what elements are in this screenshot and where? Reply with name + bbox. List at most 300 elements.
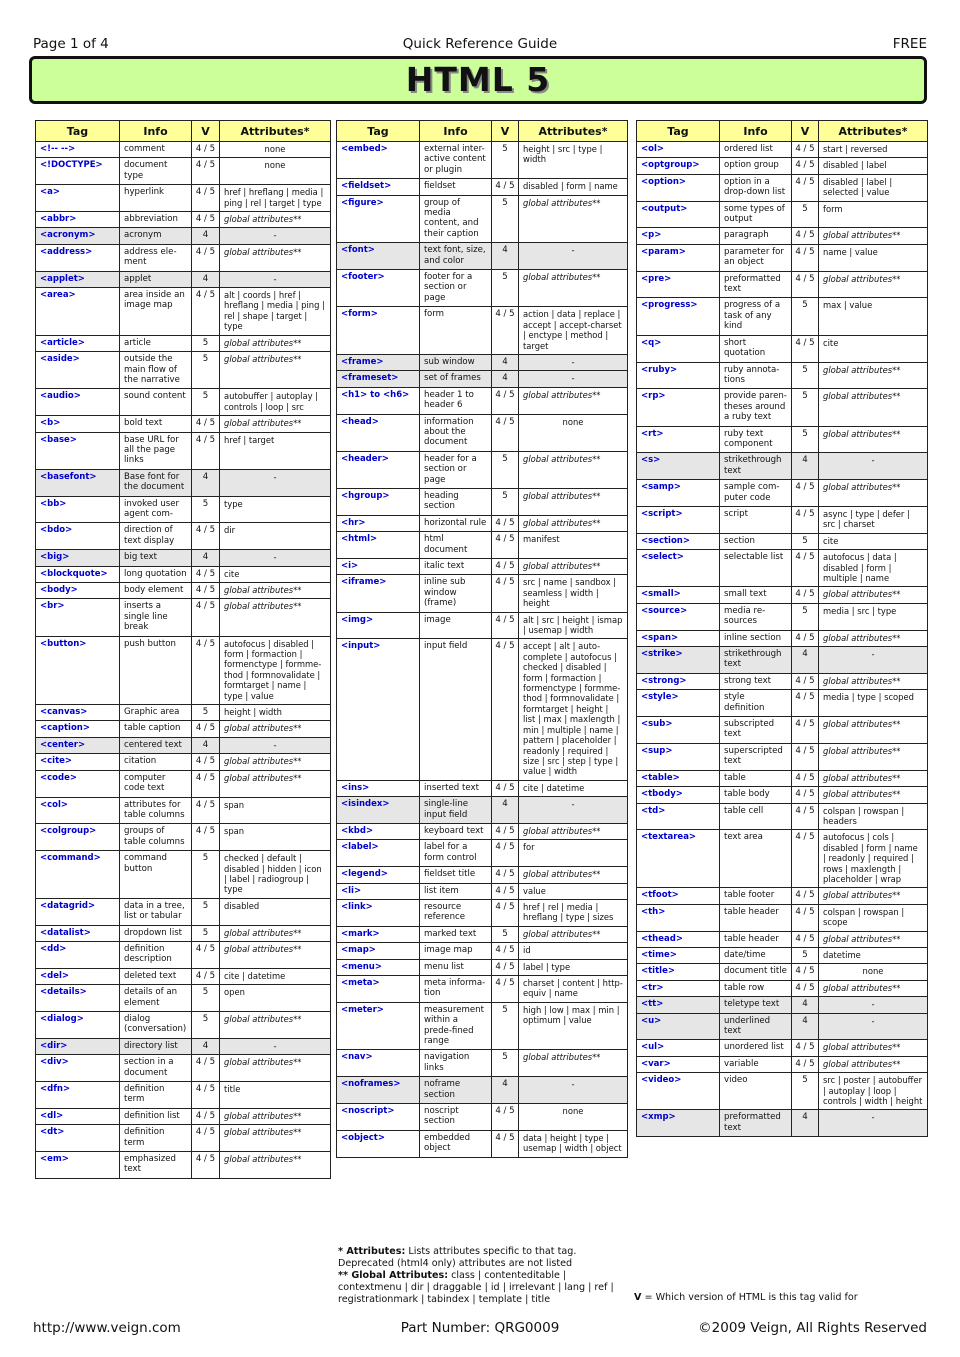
info-cell: embedded object [420,1130,492,1157]
info-cell: sub window [420,354,492,370]
tag-cell: <q> [637,335,720,362]
info-cell: ruby annota-tions [720,362,792,389]
attributes-note-label: * Attributes: [338,1246,406,1257]
info-cell: teletype text [720,997,792,1013]
table-row [337,371,628,387]
table-row [36,898,331,925]
info-cell: image map [420,943,492,959]
tag-cell: <blockquote> [36,566,120,582]
table-row [637,1073,928,1110]
table-row [637,673,928,689]
info-cell: header 1 to header 6 [420,387,492,414]
version-cell: 4 / 5 [792,673,819,689]
attributes-cell: global attributes** [819,587,928,603]
attributes-cell: dir [220,523,331,550]
attributes-cell: for [519,840,628,867]
info-cell: invoked user agent com- [120,496,192,523]
attributes-cell: - [220,1038,331,1054]
table-row [36,469,331,496]
tag-cell: <thead> [637,931,720,947]
info-cell: input field [420,639,492,780]
version-cell: 5 [492,1002,519,1050]
table-row [637,997,928,1013]
table-row [637,647,928,674]
attributes-cell: - [519,243,628,270]
tag-cell: <li> [337,883,420,899]
attributes-cell: global attributes** [220,721,331,737]
attributes-cell: global attributes** [819,426,928,453]
attributes-cell: autofocus | disabled | form | formaction | formenctype | formme-thod | formnovalidate | formtarget | name | type | value [220,636,331,704]
tag-cell: <strike> [637,647,720,674]
tag-cell: <header> [337,451,420,488]
table-row [637,506,928,533]
info-cell: superscripted text [720,743,792,770]
info-cell: provide paren-theses around a ruby text [720,389,792,426]
version-cell: 5 [492,451,519,488]
version-cell: 4 [792,1110,819,1137]
version-cell: 4 / 5 [792,1040,819,1056]
attributes-cell: global attributes** [819,1056,928,1072]
version-cell: 4 / 5 [792,931,819,947]
info-cell: bold text [120,416,192,432]
attributes-cell: disabled | form | name [519,179,628,195]
table-row [36,550,331,566]
attributes-note-text: Lists attributes specific to that tag. Deprecated (html4 only) attributes are not listed [338,1246,577,1269]
table-row [36,1152,331,1179]
attributes-cell: form [819,201,928,228]
page-number: Page 1 of 4 [33,36,109,52]
info-cell: section [720,533,792,549]
info-cell: meta informa-tion [420,976,492,1003]
tag-cell: <command> [36,851,120,899]
info-cell: table body [720,787,792,803]
version-cell: 4 / 5 [192,158,220,185]
table-row [637,453,928,480]
table-row [637,174,928,201]
info-cell: dropdown list [120,925,192,941]
attributes-cell: colspan | rowspan | headers [819,803,928,830]
tag-cell: <td> [637,803,720,830]
table-row [36,212,331,228]
table-row [337,797,628,824]
table-row [36,1108,331,1124]
table-row [36,244,331,271]
tag-cell: <noscript> [337,1104,420,1131]
info-cell: sample com-puter code [720,480,792,507]
table-row [337,179,628,195]
table-row [36,1055,331,1082]
attributes-cell: alt | src | height | ismap | usemap | width [519,612,628,639]
version-cell: 4 [192,1038,220,1054]
tag-cell: <acronym> [36,228,120,244]
version-cell: 5 [192,335,220,351]
attributes-cell: - [519,371,628,387]
version-cell: 4 [492,797,519,824]
version-cell: 5 [492,926,519,942]
version-cell: 4 / 5 [792,335,819,362]
info-cell: definition term [120,1082,192,1109]
info-cell: comment [120,142,192,158]
attributes-cell: autobuffer | autoplay | controls | loop | src [220,389,331,416]
info-cell: sound content [120,389,192,416]
table-row [36,824,331,851]
info-cell: unordered list [720,1040,792,1056]
attributes-cell: global attributes** [220,1055,331,1082]
tag-cell: <sub> [637,717,720,744]
tag-cell: <kbd> [337,823,420,839]
info-cell: text font, size, and color [420,243,492,270]
attributes-cell: async | type | defer | src | charset [819,506,928,533]
attributes-cell: high | low | max | min | optimum | value [519,1002,628,1050]
info-cell: details of an element [120,985,192,1012]
info-cell: document title [720,964,792,980]
info-cell: Base font for the document [120,469,192,496]
info-cell: citation [120,754,192,770]
tag-cell: <p> [637,228,720,244]
attributes-cell: span [220,797,331,824]
table-row [337,559,628,575]
info-cell: parameter for an object [720,244,792,271]
table-row [637,228,928,244]
tag-cell: <style> [637,690,720,717]
version-cell: 4 / 5 [492,899,519,926]
table-row [36,1082,331,1109]
version-cell: 4 / 5 [192,142,220,158]
info-cell: media re-sources [720,603,792,630]
attributes-cell: media | type | scoped [819,690,928,717]
info-cell: html document [420,532,492,559]
info-cell: video [720,1073,792,1110]
info-cell: small text [720,587,792,603]
info-cell: date/time [720,947,792,963]
table-row [36,228,331,244]
tag-cell: <body> [36,583,120,599]
version-cell: 4 [192,469,220,496]
version-cell: 5 [192,1012,220,1039]
attributes-cell: cite [220,566,331,582]
tag-cell: <mark> [337,926,420,942]
table-row [637,533,928,549]
tag-cell: <tfoot> [637,888,720,904]
tag-cell: <font> [337,243,420,270]
table-row [337,1002,628,1050]
info-cell: resource reference [420,899,492,926]
tag-cell: <button> [36,636,120,704]
attributes-cell: global attributes** [519,559,628,575]
info-cell: fieldset [420,179,492,195]
info-cell: definition list [120,1108,192,1124]
tag-cell: <rp> [637,389,720,426]
tag-cell: <caption> [36,721,120,737]
attributes-cell: global attributes** [819,717,928,744]
version-cell: 4 / 5 [792,506,819,533]
version-cell: 4 / 5 [192,1125,220,1152]
tag-table-1 [35,120,331,1179]
table-row [337,840,628,867]
info-cell: measurement within a prede-fined range [420,1002,492,1050]
info-cell: short quotation [720,335,792,362]
tag-cell: <textarea> [637,830,720,888]
tag-cell: <hgroup> [337,488,420,515]
version-cell: 4 / 5 [192,721,220,737]
info-cell: strong text [720,673,792,689]
tag-cell: <script> [637,506,720,533]
version-cell: 4 / 5 [792,743,819,770]
tag-cell: <option> [637,174,720,201]
version-cell: 4 / 5 [792,888,819,904]
info-cell: computer code text [120,770,192,797]
attributes-note [338,1246,628,1270]
version-cell: 4 / 5 [792,480,819,507]
version-note-text: = Which version of HTML is this tag valid for [641,1292,858,1303]
version-cell: 4 / 5 [192,968,220,984]
info-cell: abbreviation [120,212,192,228]
table-row [36,523,331,550]
version-note-label: V [634,1292,642,1303]
info-cell: table header [720,931,792,947]
info-cell: option in a drop-down list [720,174,792,201]
table-row [637,603,928,630]
info-cell: definition description [120,941,192,968]
footer-part-number: Part Number: QRG0009 [400,1320,560,1336]
table-row [36,737,331,753]
version-cell: 4 / 5 [192,1108,220,1124]
table-row [637,630,928,646]
attributes-cell: autofocus | data | disabled | form | multiple | name [819,550,928,587]
tag-cell: <code> [36,770,120,797]
attributes-cell: global attributes** [519,488,628,515]
tag-cell: <form> [337,307,420,355]
attributes-cell: - [220,737,331,753]
info-cell: table [720,770,792,786]
attributes-cell: global attributes** [220,1125,331,1152]
version-cell: 5 [192,898,220,925]
info-cell: heading section [420,488,492,515]
version-cell: 4 / 5 [192,824,220,851]
table-row [637,690,928,717]
info-cell: variable [720,1056,792,1072]
table-row [337,867,628,883]
table-row [337,883,628,899]
table-row [337,926,628,942]
table-row [36,389,331,416]
attribute-notes [338,1246,628,1306]
info-cell: preformatted text [720,1110,792,1137]
attributes-cell: open [220,985,331,1012]
footer-url[interactable]: http://www.veign.com [33,1320,181,1336]
header-tag: Tag [36,121,120,142]
attributes-cell: span [220,824,331,851]
version-cell: 4 / 5 [192,566,220,582]
attributes-cell: global attributes** [819,888,928,904]
table-header-row [637,121,928,142]
attributes-cell: - [519,354,628,370]
version-cell: 4 / 5 [192,212,220,228]
header-info: Info [120,121,192,142]
info-cell: image [420,612,492,639]
info-cell: keyboard text [420,823,492,839]
table-row [337,780,628,796]
version-cell: 4 / 5 [792,803,819,830]
tag-cell: <nav> [337,1050,420,1077]
attributes-cell: cite | datetime [519,780,628,796]
version-cell: 4 [192,737,220,753]
table-row [637,743,928,770]
attributes-cell: global attributes** [220,416,331,432]
attributes-cell: global attributes** [220,335,331,351]
attributes-cell: href | hreflang | media | ping | rel | target | type [220,185,331,212]
table-row [637,830,928,888]
version-cell: 4 [792,647,819,674]
attributes-cell: type [220,496,331,523]
version-cell: 4 / 5 [492,515,519,531]
table-header-row [337,121,628,142]
version-cell: 5 [492,142,519,179]
info-cell: base URL for all the page links [120,432,192,469]
tag-cell: <tt> [637,997,720,1013]
version-cell: 5 [792,1073,819,1110]
tag-cell: <figure> [337,195,420,243]
tag-cell: <basefont> [36,469,120,496]
table-row [637,904,928,931]
attributes-cell: disabled | label | selected | value [819,174,928,201]
tag-cell: <isindex> [337,797,420,824]
tag-cell: <time> [637,947,720,963]
info-cell: progress of a task of any kind [720,298,792,335]
version-cell: 4 / 5 [492,387,519,414]
attributes-cell: cite | datetime [220,968,331,984]
version-cell: 4 / 5 [492,943,519,959]
tag-cell: <output> [637,201,720,228]
attributes-cell: global attributes** [519,195,628,243]
version-cell: 4 / 5 [792,717,819,744]
tag-cell: <col> [36,797,120,824]
version-cell: 4 [192,228,220,244]
tag-cell: <param> [637,244,720,271]
version-cell: 5 [192,851,220,899]
version-cell: 5 [192,496,220,523]
attributes-cell: label | type [519,959,628,975]
tag-cell: <strong> [637,673,720,689]
table-row [637,964,928,980]
table-row [637,362,928,389]
version-cell: 5 [792,426,819,453]
attributes-cell: global attributes** [220,212,331,228]
table-row [637,888,928,904]
table-row [637,1040,928,1056]
tag-cell: <pre> [637,271,720,298]
attributes-cell: global attributes** [819,480,928,507]
attributes-cell: global attributes** [220,754,331,770]
version-cell: 4 / 5 [792,587,819,603]
tag-cell: <video> [637,1073,720,1110]
version-cell: 4 / 5 [492,639,519,780]
version-cell: 4 / 5 [792,904,819,931]
version-cell: 4 [792,1013,819,1040]
info-cell: information about the document [420,414,492,451]
tag-cell: <link> [337,899,420,926]
info-cell: form [420,307,492,355]
table-row [337,451,628,488]
version-cell: 4 / 5 [492,575,519,612]
version-cell: 4 / 5 [492,559,519,575]
info-cell: strikethrough text [720,453,792,480]
attributes-cell: alt | coords | href | hreflang | media | ping | rel | shape | target | type [220,288,331,336]
info-cell: option group [720,158,792,174]
version-cell: 4 [792,453,819,480]
attributes-cell: - [819,997,928,1013]
table-row [36,352,331,389]
tag-cell: <tbody> [637,787,720,803]
table-row [36,770,331,797]
version-cell: 4 / 5 [492,823,519,839]
tag-cell: <!DOCTYPE> [36,158,120,185]
tag-cell: <legend> [337,867,420,883]
info-cell: single-line input field [420,797,492,824]
attributes-cell: global attributes** [819,630,928,646]
tag-cell: <datagrid> [36,898,120,925]
tag-cell: <a> [36,185,120,212]
attributes-cell: start | reversed [819,142,928,158]
table-row [637,480,928,507]
attributes-cell: global attributes** [220,925,331,941]
tag-cell: <bb> [36,496,120,523]
version-cell: 4 / 5 [192,599,220,636]
attributes-cell: src | poster | autobuffer | autoplay | loop | controls | width | height [819,1073,928,1110]
table-row [337,943,628,959]
version-cell: 4 / 5 [492,1130,519,1157]
table-row [337,354,628,370]
info-cell: horizontal rule [420,515,492,531]
tag-cell: <html> [337,532,420,559]
info-cell: list item [420,883,492,899]
attributes-cell: global attributes** [819,389,928,426]
attributes-cell: manifest [519,532,628,559]
title-banner [29,56,927,104]
tag-cell: <dt> [36,1125,120,1152]
guide-label: Quick Reference Guide [402,36,558,52]
attributes-cell: global attributes** [819,271,928,298]
info-cell: inline sub window (frame) [420,575,492,612]
tag-cell: <progress> [637,298,720,335]
attributes-cell: checked | default | disabled | hidden | icon | label | radiogroup | type [220,851,331,899]
table-row [337,488,628,515]
attributes-cell: global attributes** [220,599,331,636]
info-cell: push button [120,636,192,704]
info-cell: paragraph [720,228,792,244]
version-cell: 4 / 5 [192,288,220,336]
info-cell: acronym [120,228,192,244]
header-v: V [792,121,819,142]
info-cell: outside the main flow of the narrative [120,352,192,389]
info-cell: header for a section or page [420,451,492,488]
attributes-cell: global attributes** [519,823,628,839]
tag-cell: <map> [337,943,420,959]
table-row [637,770,928,786]
table-row [637,201,928,228]
table-row [36,721,331,737]
info-cell: label for a form control [420,840,492,867]
version-cell: 4 / 5 [492,959,519,975]
attributes-cell: value [519,883,628,899]
version-cell: 4 / 5 [792,271,819,298]
table-row [337,639,628,780]
version-cell: 5 [492,270,519,307]
tag-cell: <source> [637,603,720,630]
tag-cell: <object> [337,1130,420,1157]
info-cell: dialog (conversation) [120,1012,192,1039]
attributes-cell: datetime [819,947,928,963]
